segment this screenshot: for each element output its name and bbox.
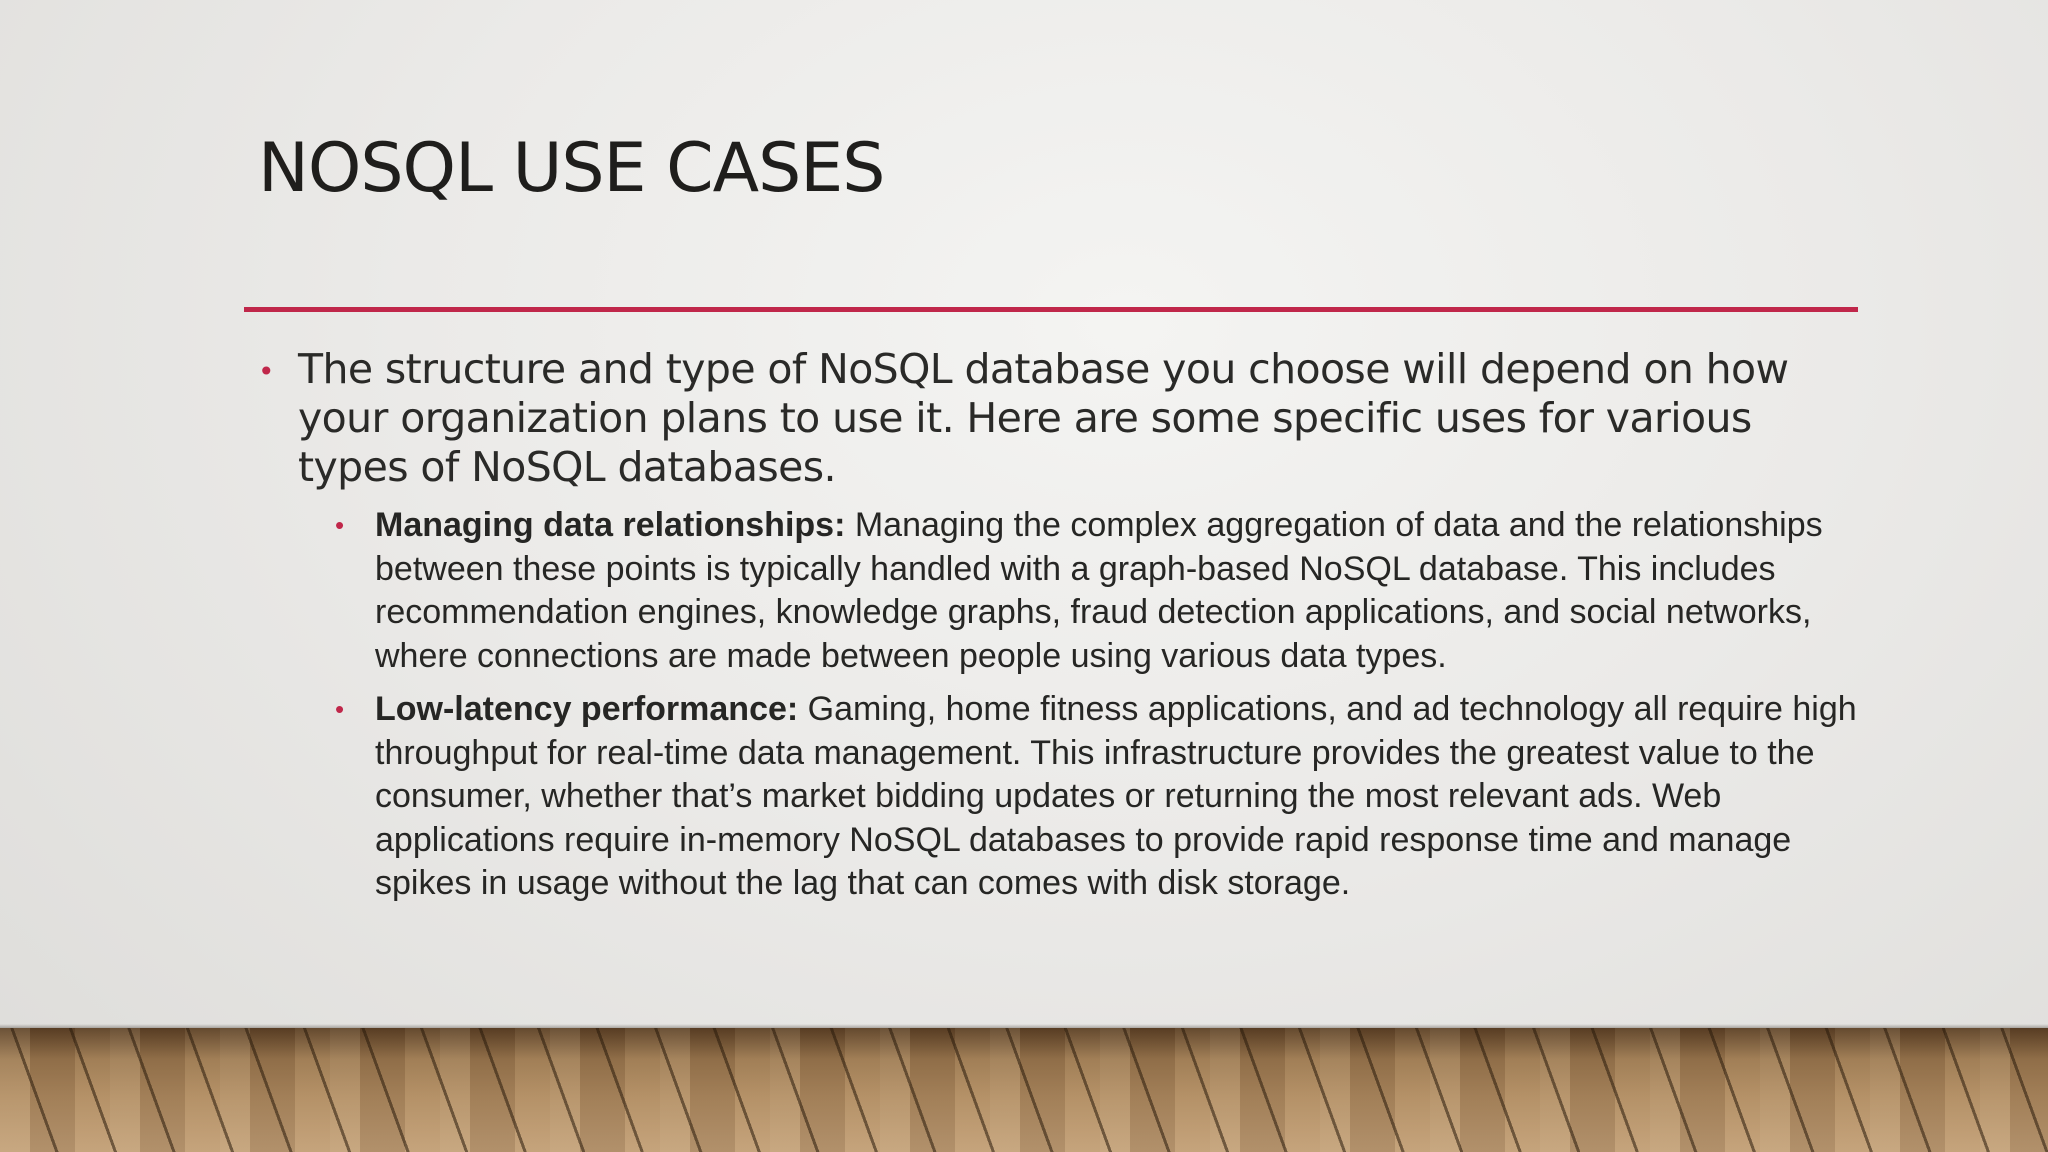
sub-bullet-text: Managing the complex aggregation of data and the relationships between these points is typically handled with a graph-based NoSQL database. This includes recommendation engines, knowledge graphs, fraud detection applications, and social networks, where connections are made between people using various data types.: [375, 506, 1823, 675]
intro-bullet: [258, 345, 1858, 492]
bullet-icon: •: [258, 355, 274, 388]
slide-title: NOSQL USE CASES: [258, 129, 885, 208]
sub-bullet-low-latency: [335, 688, 1885, 906]
bullet-icon: •: [335, 510, 345, 540]
title-divider: [244, 307, 1858, 312]
intro-bullet-text: The structure and type of NoSQL database you choose will depend on how your organization plans to use it. Here are some specific uses for various types of NoSQL databases.: [298, 345, 1789, 491]
sub-bullet-text: Gaming, home fitness applications, and ad technology all require high throughput for real-time data management. This infrastructure provides the greatest value to the consumer, whether that’s market bidding updates or returning the most relevant ads. Web applications require in-memory NoSQL databases to provide rapid response time and manage spikes in usage without the lag that can comes with disk storage.: [375, 690, 1857, 902]
slide-content: [258, 345, 1858, 916]
sub-bullet-heading: Low-latency performance:: [375, 690, 799, 728]
sub-bullet-heading: Managing data relationships:: [375, 506, 846, 544]
wood-floor-background: [0, 1028, 2048, 1152]
bullet-icon: •: [335, 694, 345, 724]
sub-bullet-data-relationships: [335, 504, 1885, 678]
